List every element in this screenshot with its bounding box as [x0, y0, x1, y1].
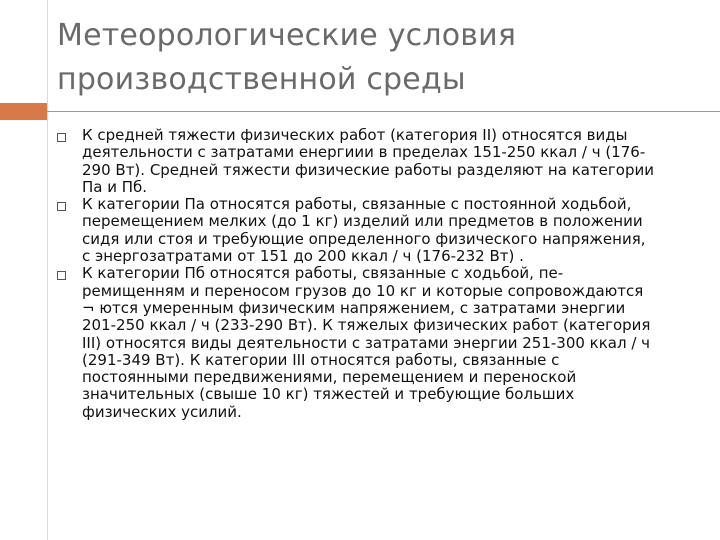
accent-bar: [0, 103, 47, 120]
bullet-text-3: [82, 265, 697, 421]
bullet-2-line-4: с энергозатратами от 151 до 200 ккал / ч (176-232 Вт) .: [82, 247, 524, 266]
slide-title-line-1: Метеорологические условия: [57, 18, 517, 53]
bullet-text-1: [82, 127, 697, 196]
bullet-1-line-4: Па и Пб.: [82, 177, 148, 196]
bullet-list: [57, 127, 697, 421]
bullet-2-line-1: К категории Па относятся работы, связанные с постоянной ходьбой,: [82, 195, 632, 214]
vertical-guide-line: [47, 0, 48, 540]
bullet-item-3: [57, 265, 697, 421]
bullet-item-1: [57, 127, 697, 196]
bullet-1-line-3: 290 Вт). Средней тяжести физические работы разделяют на категории: [82, 160, 654, 179]
slide-title-line-2: производственной среды: [57, 62, 466, 97]
bullet-3-line-6: (291-349 Вт). К категории III относятся работы, связанные с: [82, 350, 560, 369]
square-bullet-icon: [57, 271, 66, 280]
bullet-3-line-9: физических усилий.: [82, 402, 242, 421]
bullet-1-line-2: деятельности с затратами енергиии в пределах 151-250 ккал / ч (176-: [82, 143, 646, 162]
bullet-3-line-1: К категории Пб относятся работы, связанные с ходьбой, пе-: [82, 264, 564, 283]
bullet-2-line-3: сидя или стоя и требующие определенного физического напряжения,: [82, 229, 646, 248]
bullet-3-line-8: значительных (свыше 10 кг) тяжестей и требующие больших: [82, 385, 575, 404]
bullet-3-line-3: ¬ ются умеренным физическим напряжением, с затратами энергии: [82, 298, 626, 317]
square-bullet-icon: [57, 133, 66, 142]
title-divider-line: [47, 111, 720, 112]
bullet-1-line-1: К средней тяжести физических работ (категория II) относятся виды: [82, 126, 628, 144]
bullet-item-2: [57, 196, 697, 265]
bullet-3-line-5: III) относятся виды деятельности с затратами энергии 251-300 ккал / ч: [82, 333, 651, 352]
slide-title: [57, 14, 697, 102]
bullet-3-line-2: ремищенням и переносом грузов до 10 кг и которые сопровождаются: [82, 281, 644, 300]
square-bullet-icon: [57, 202, 66, 211]
bullet-2-line-2: перемещением мелких (до 1 кг) изделий или предметов в положении: [82, 212, 643, 231]
bullet-text-2: [82, 196, 697, 265]
bullet-3-line-4: 201-250 ккал / ч (233-290 Вт). К тяжелых физических работ (категория: [82, 316, 651, 335]
bullet-3-line-7: постоянными передвижениями, перемещением и переноской: [82, 368, 577, 387]
